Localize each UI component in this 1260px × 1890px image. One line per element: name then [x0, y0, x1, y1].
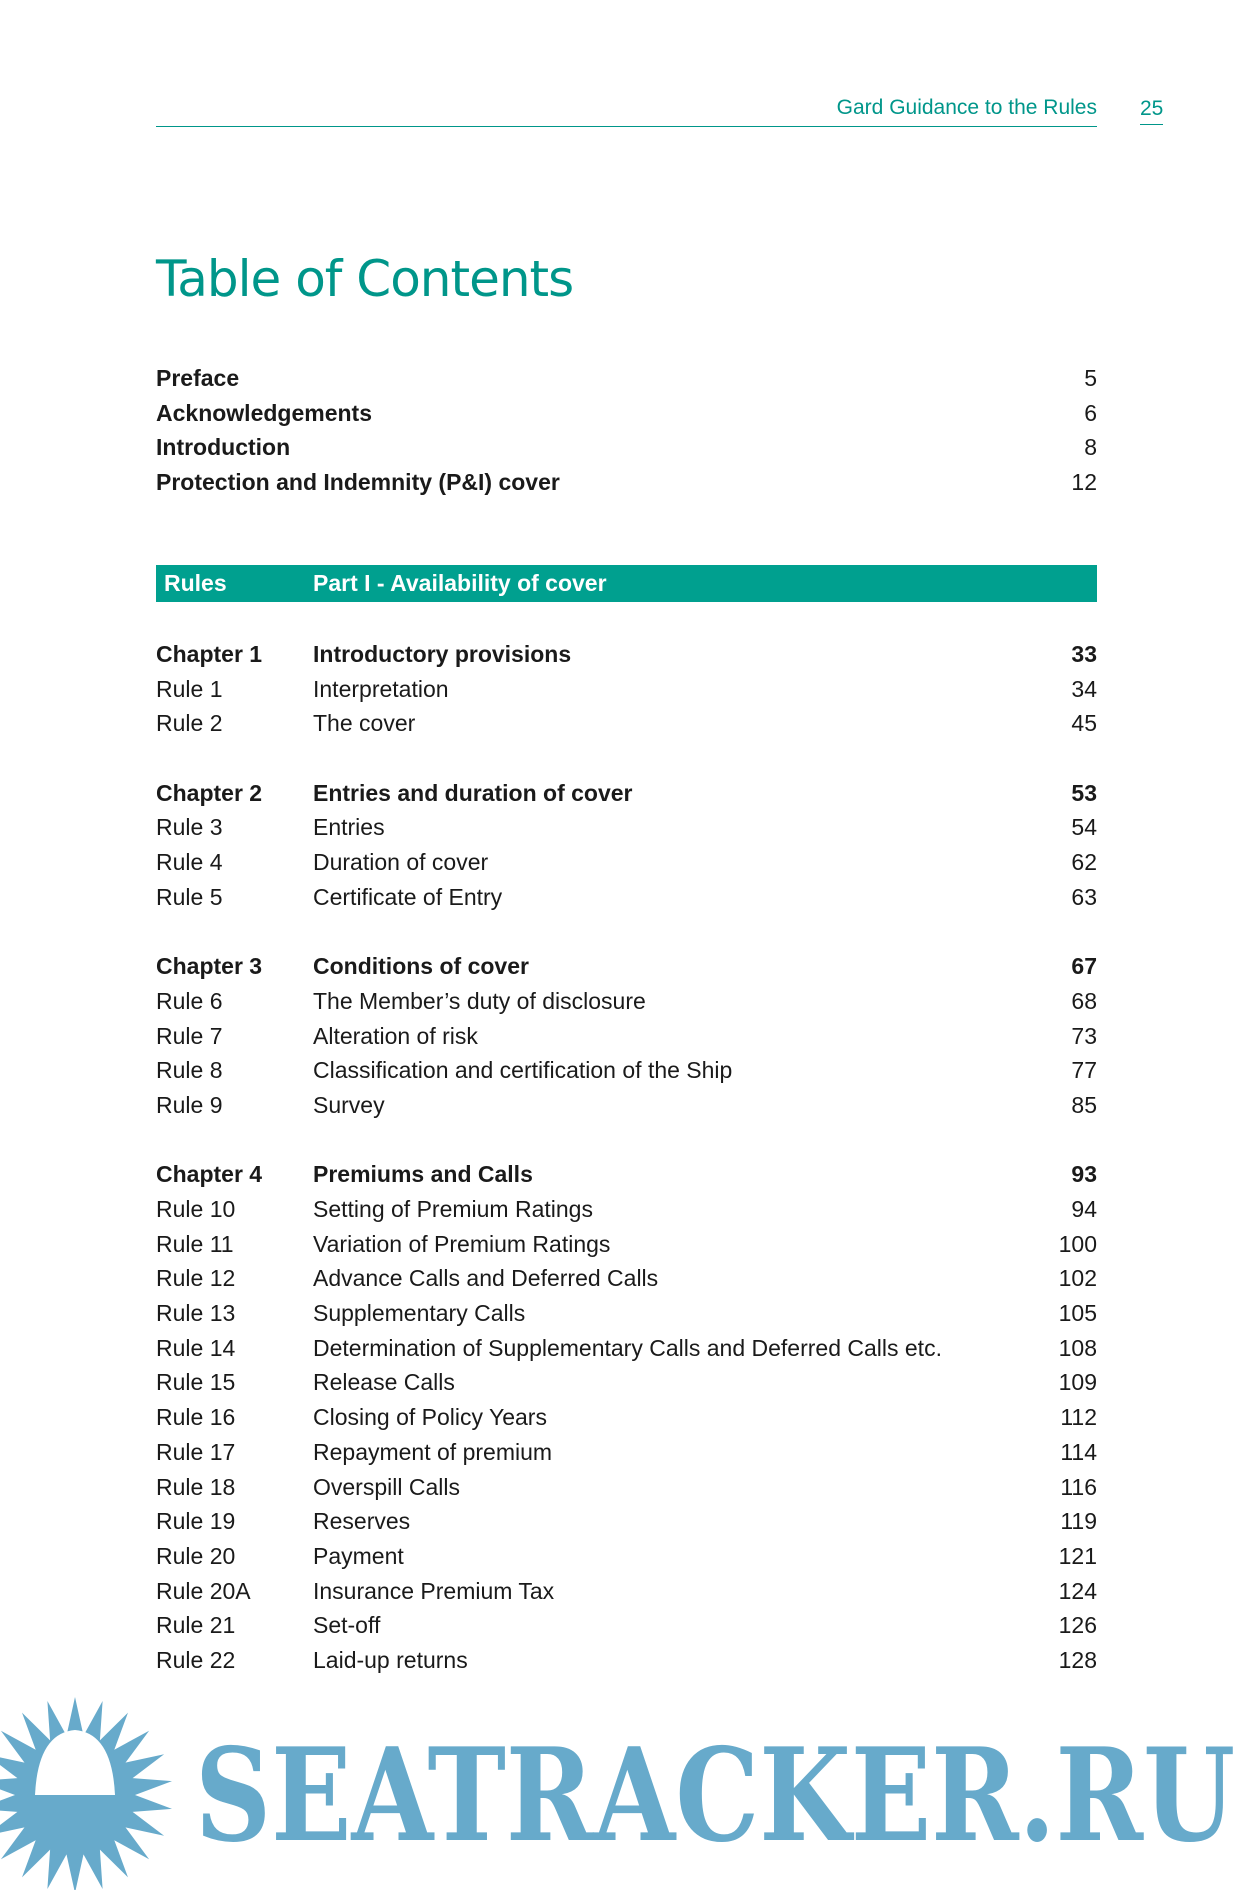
- rule-title: The cover: [313, 710, 416, 737]
- rule-row: [156, 1365, 1097, 1400]
- rule-label: Rule 18: [156, 1473, 236, 1500]
- rule-row: [156, 1643, 1097, 1678]
- rule-label: Rule 3: [156, 814, 223, 841]
- rule-label: Rule 16: [156, 1404, 236, 1431]
- rule-page: 45: [1071, 710, 1097, 737]
- rule-page: 100: [1058, 1230, 1097, 1257]
- chapter-label: Chapter 4: [156, 1161, 263, 1188]
- rules-list: [156, 637, 1097, 1678]
- chapter-row: [156, 949, 1097, 984]
- rule-title: Classification and certification of the Ship: [313, 1057, 733, 1084]
- rule-page: 128: [1058, 1646, 1097, 1673]
- rule-row: [156, 1088, 1097, 1123]
- rule-title: Survey: [313, 1091, 385, 1118]
- rule-page: 94: [1071, 1196, 1097, 1222]
- chapter-row: [156, 776, 1097, 811]
- rule-row: [156, 1019, 1097, 1054]
- page-number: 25: [1140, 96, 1163, 125]
- rule-label: Rule 15: [156, 1369, 236, 1396]
- rule-label: Rule 7: [156, 1022, 223, 1049]
- rule-row: [156, 1539, 1097, 1574]
- rule-title: The Member’s duty of disclosure: [313, 987, 646, 1014]
- group-spacer: [156, 741, 1097, 776]
- rule-label: Rule 8: [156, 1057, 223, 1084]
- rule-page: 77: [1071, 1057, 1097, 1084]
- rule-label: Rule 2: [156, 710, 223, 737]
- group-spacer: [156, 1123, 1097, 1158]
- rule-title: Insurance Premium Tax: [313, 1577, 555, 1604]
- rule-title: Supplementary Calls: [313, 1300, 526, 1327]
- rule-row: [156, 845, 1097, 880]
- page-title: Table of Contents: [156, 250, 574, 308]
- prelim-list: [156, 361, 1097, 500]
- chapter-page: 93: [1071, 1161, 1097, 1188]
- rule-row: [156, 1331, 1097, 1366]
- rule-row: [156, 1261, 1097, 1296]
- rule-page: 126: [1058, 1612, 1097, 1639]
- watermark-text: SEATRACKER.RU: [195, 1721, 1235, 1871]
- rule-title: Determination of Supplementary Calls and Deferred Calls etc.: [313, 1334, 942, 1361]
- rule-title: Reserves: [313, 1508, 411, 1535]
- rule-label: Rule 1: [156, 675, 223, 702]
- chapter-title: Conditions of cover: [313, 953, 529, 980]
- chapter-title: Premiums and Calls: [313, 1161, 533, 1188]
- chapter-page: 67: [1071, 953, 1097, 980]
- rule-page: 108: [1058, 1334, 1097, 1361]
- rule-label: Rule 13: [156, 1300, 236, 1327]
- rule-row: [156, 1192, 1097, 1227]
- rule-label: Rule 17: [156, 1438, 236, 1465]
- rule-page: 102: [1058, 1265, 1097, 1292]
- rule-title: Alteration of risk: [313, 1022, 478, 1049]
- rule-row: [156, 672, 1097, 707]
- rule-row: [156, 1227, 1097, 1262]
- rule-label: Rule 21: [156, 1612, 236, 1639]
- rule-title: Set-off: [313, 1612, 381, 1639]
- entry-label: Protection and Indemnity (P&I) cover: [156, 469, 560, 496]
- rule-page: 63: [1071, 883, 1097, 910]
- entry-page: 6: [1084, 399, 1097, 426]
- rule-label: Rule 20: [156, 1542, 236, 1569]
- entry-page: 5: [1084, 365, 1097, 391]
- chapter-label: Chapter 1: [156, 641, 263, 667]
- entry-label: Introduction: [156, 434, 291, 461]
- rule-label: Rule 4: [156, 849, 223, 876]
- rule-label: Rule 5: [156, 883, 223, 910]
- rule-page: 54: [1071, 814, 1097, 841]
- rule-page: 34: [1071, 675, 1097, 702]
- chapter-row: [156, 1157, 1097, 1192]
- rule-row: [156, 880, 1097, 915]
- rule-page: 112: [1060, 1404, 1097, 1431]
- rule-page: 119: [1060, 1508, 1097, 1535]
- rule-page: 105: [1058, 1300, 1097, 1327]
- rule-title: Interpretation: [313, 675, 449, 702]
- rule-title: Payment: [313, 1542, 404, 1569]
- rule-label: Rule 11: [156, 1230, 234, 1257]
- chapter-title: Entries and duration of cover: [313, 779, 633, 806]
- rule-page: 73: [1071, 1022, 1097, 1049]
- rule-page: 116: [1060, 1473, 1097, 1500]
- group-spacer: [156, 915, 1097, 950]
- rule-title: Overspill Calls: [313, 1473, 460, 1500]
- rule-row: [156, 1053, 1097, 1088]
- rule-title: Entries: [313, 814, 385, 841]
- rule-row: [156, 706, 1097, 741]
- entry-label: Acknowledgements: [156, 399, 372, 426]
- rule-row: [156, 1400, 1097, 1435]
- rule-label: Rule 10: [156, 1196, 236, 1222]
- rule-title: Advance Calls and Deferred Calls: [313, 1265, 659, 1292]
- rule-title: Variation of Premium Ratings: [313, 1230, 611, 1257]
- rule-page: 85: [1071, 1091, 1097, 1118]
- rule-title: Setting of Premium Ratings: [313, 1196, 593, 1222]
- chapter-label: Chapter 2: [156, 779, 263, 806]
- rule-row: [156, 1435, 1097, 1470]
- rule-page: 124: [1058, 1577, 1097, 1604]
- running-header: Gard Guidance to the Rules: [836, 96, 1097, 119]
- rule-page: 62: [1071, 849, 1097, 876]
- toc-entry: [156, 396, 1097, 431]
- rule-label: Rule 6: [156, 987, 223, 1014]
- chapter-row: [156, 637, 1097, 672]
- section-bar-right: Part I - Availability of cover: [313, 570, 607, 596]
- rule-page: 109: [1058, 1369, 1097, 1396]
- watermark-logo: [0, 1695, 1260, 1890]
- rule-label: Rule 9: [156, 1091, 223, 1118]
- rule-title: Duration of cover: [313, 849, 489, 876]
- rule-title: Repayment of premium: [313, 1438, 553, 1465]
- rule-row: [156, 810, 1097, 845]
- section-bar-left: Rules: [164, 570, 227, 596]
- rule-page: 68: [1071, 987, 1097, 1014]
- header-rule: [156, 126, 1097, 127]
- rule-row: [156, 984, 1097, 1019]
- rule-title: Closing of Policy Years: [313, 1404, 547, 1431]
- rule-row: [156, 1608, 1097, 1643]
- rule-page: 114: [1060, 1438, 1097, 1465]
- toc-entry: [156, 465, 1097, 500]
- entry-page: 8: [1084, 434, 1097, 461]
- rule-title: Certificate of Entry: [313, 883, 503, 910]
- chapter-label: Chapter 3: [156, 953, 263, 980]
- toc-entry: [156, 430, 1097, 465]
- rule-label: Rule 20A: [156, 1577, 251, 1604]
- rule-title: Release Calls: [313, 1369, 455, 1396]
- entry-page: 12: [1071, 469, 1097, 496]
- chapter-page: 33: [1071, 641, 1097, 667]
- section-bar: [156, 565, 1097, 602]
- rule-row: [156, 1470, 1097, 1505]
- rule-label: Rule 12: [156, 1265, 236, 1292]
- rule-row: [156, 1574, 1097, 1609]
- rule-row: [156, 1296, 1097, 1331]
- rule-row: [156, 1504, 1097, 1539]
- entry-label: Preface: [156, 365, 240, 391]
- toc-entry: [156, 361, 1097, 396]
- rule-label: Rule 22: [156, 1646, 236, 1673]
- chapter-page: 53: [1071, 779, 1097, 806]
- chapter-title: Introductory provisions: [313, 641, 572, 667]
- rule-title: Laid-up returns: [313, 1646, 468, 1673]
- rule-page: 121: [1058, 1542, 1097, 1569]
- rule-label: Rule 19: [156, 1508, 236, 1535]
- rule-label: Rule 14: [156, 1334, 236, 1361]
